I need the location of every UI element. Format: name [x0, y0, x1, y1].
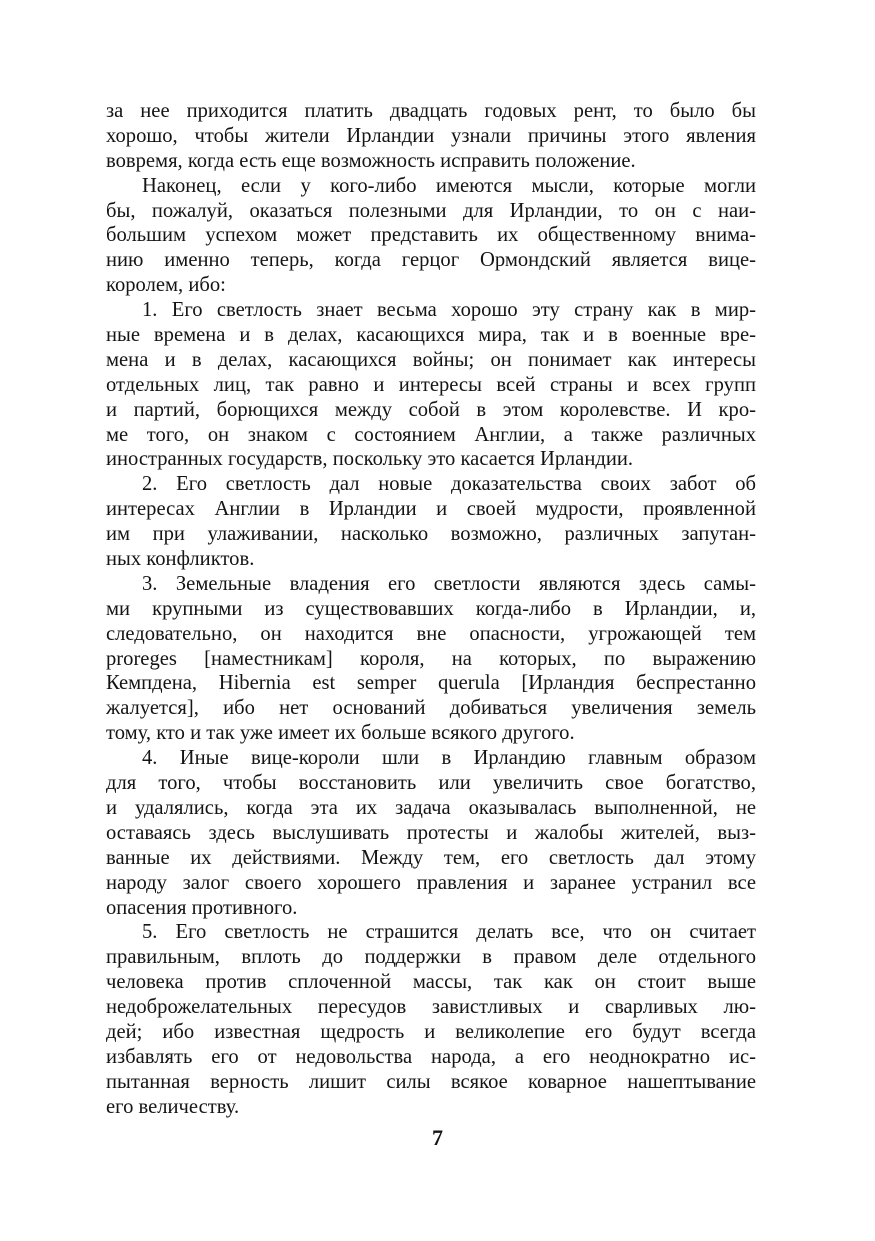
text-line: недоброжелательных пересудов завистливых и сварливых лю-	[106, 996, 756, 1019]
text-line: королем, ибо:	[106, 274, 226, 297]
text-line: иностранных государств, поскольку это касается Ирландии.	[106, 448, 634, 471]
text-line: его величеству.	[106, 1095, 240, 1118]
text-line: избавлять его от недовольства народа, а его неоднократно ис-	[106, 1045, 756, 1068]
text-line: Наконец, если у кого-либо имеются мысли, которые могли	[142, 174, 756, 197]
body-text	[106, 99, 756, 1120]
text-line: вовремя, когда есть еще возможность исправить положение.	[106, 149, 636, 172]
text-line: следовательно, он находится вне опасности, угрожающей тем	[106, 622, 756, 645]
text-line: 4. Иные вице-короли шли в Ирландию главным образом	[142, 747, 756, 770]
text-line: пытанная верность лишит силы всякое коварное нашептывание	[106, 1070, 756, 1093]
text-line: им при улаживании, насколько возможно, различных запутан-	[106, 523, 756, 546]
text-line: Кемпдена, Hibernia est semper querula [Ирландия беспрестанно	[106, 672, 756, 695]
text-line: ные времена и в делах, касающихся мира, так и в военные вре-	[106, 324, 756, 347]
text-line: человека против сплоченной массы, так как он стоит выше	[106, 971, 756, 994]
text-line: ванные их действиями. Между тем, его светлость дал этому	[106, 846, 756, 869]
text-line: 1. Его светлость знает весьма хорошо эту страну как в мир-	[142, 299, 756, 322]
text-line: бы, пожалуй, оказаться полезными для Ирландии, то он с наи-	[106, 199, 756, 222]
text-line: и партий, борющихся между собой в этом королевстве. И кро-	[106, 398, 756, 421]
text-line: опасения противного.	[106, 896, 298, 919]
text-line: за нее приходится платить двадцать годовых рент, то было бы	[106, 100, 756, 122]
text-line: для того, чтобы восстановить или увеличить свое богатство,	[106, 772, 756, 795]
text-line: тому, кто и так уже имеет их больше всякого другого.	[106, 722, 575, 745]
text-line: мена и в делах, касающихся войны; он понимает как интересы	[106, 348, 756, 371]
text-line: интересах Англии в Ирландии и своей мудрости, проявленной	[106, 498, 756, 521]
text-line: 5. Его светлость не страшится делать все, что он считает	[142, 921, 756, 944]
text-line: и удалялись, когда эта их задача оказывалась выполненной, не	[106, 796, 756, 819]
text-line: оставаясь здесь выслушивать протесты и жалобы жителей, выз-	[106, 821, 756, 844]
text-line: большим успехом может представить их общественному внима-	[106, 224, 756, 247]
text-line: отдельных лиц, так равно и интересы всей страны и всех групп	[106, 373, 756, 396]
text-line: ных конфликтов.	[106, 548, 255, 571]
text-line: дей; ибо известная щедрость и великолепие его будут всегда	[106, 1020, 756, 1043]
page-number: 7	[432, 1125, 443, 1150]
text-line: народу залог своего хорошего правления и заранее устранил все	[106, 871, 756, 894]
text-line: 2. Его светлость дал новые доказательства своих забот об	[142, 473, 756, 496]
text-line: нию именно теперь, когда герцог Ормондский является вице-	[106, 249, 756, 272]
text-line: ми крупными из существовавших когда-либо в Ирландии, и,	[106, 597, 756, 620]
text-line: ме того, он знаком с состоянием Англии, а также различных	[106, 423, 756, 446]
text-line: proreges [наместникам] короля, на которых, по выражению	[106, 647, 756, 670]
text-line: хорошо, чтобы жители Ирландии узнали причины этого явления	[106, 124, 756, 147]
text-line: правильным, вплоть до поддержки в правом деле отдельного	[106, 946, 756, 969]
text-line: 3. Земельные владения его светлости являются здесь самы-	[142, 572, 756, 595]
text-line: жалуется], ибо нет оснований добиваться увеличения земель	[106, 697, 756, 720]
